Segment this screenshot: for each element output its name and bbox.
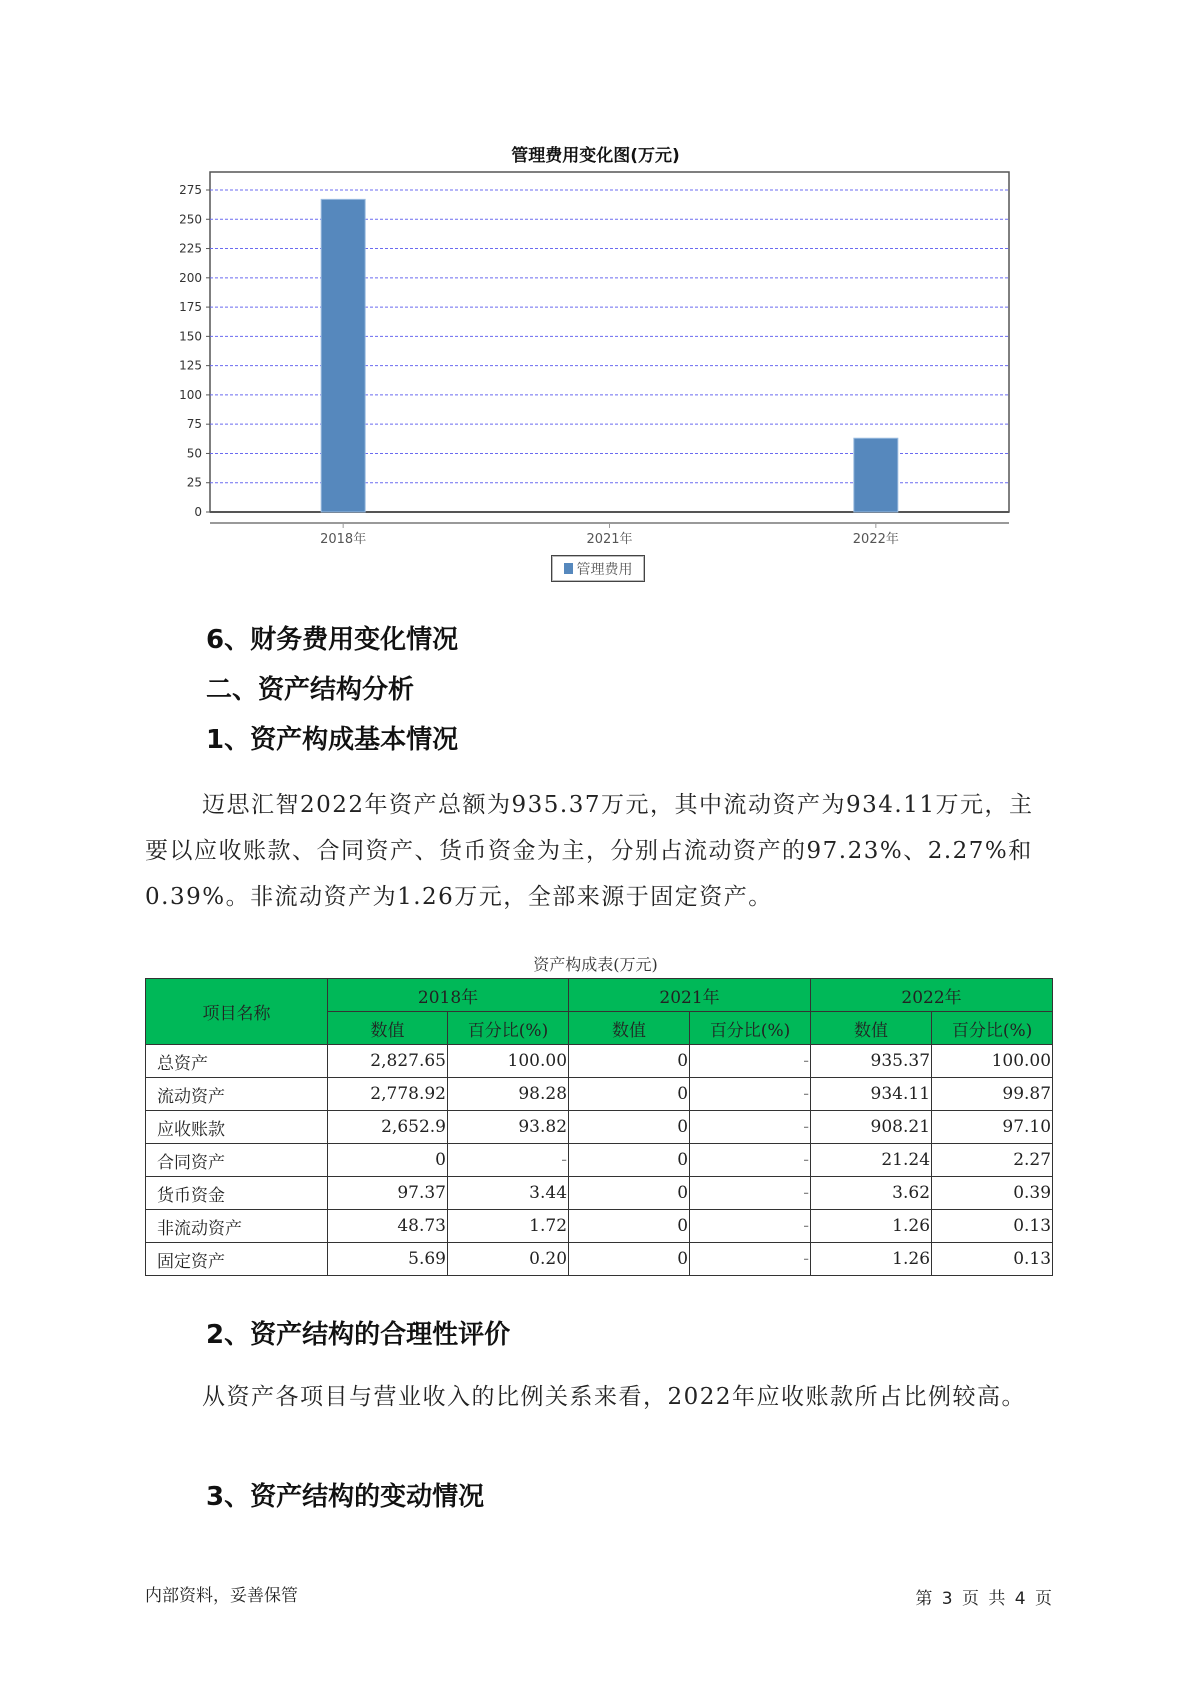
table-row xyxy=(146,1078,1053,1111)
paragraph-asset-summary: 迈思汇智2022年资产总额为935.37万元，其中流动资产为934.11万元，主要以应收账款、合同资产、货币资金为主，分别占流动资产的97.23%、2.27%和0.39%。非流动资产为1.26万元，全部来源于固定资产。 xyxy=(145,792,1034,910)
cell-value: 0 xyxy=(569,1144,690,1177)
cell-value: 0 xyxy=(569,1045,690,1078)
cell-value: 1.72 xyxy=(448,1210,569,1243)
cell-value: 935.37 xyxy=(811,1045,932,1078)
footer-page-number: 第 3 页 共 4 页 xyxy=(915,1589,1052,1609)
cell-value: 100.00 xyxy=(448,1045,569,1078)
bar-2018年 xyxy=(321,199,365,512)
cell-value: 934.11 xyxy=(811,1078,932,1111)
cell-value: 2.27 xyxy=(932,1144,1053,1177)
row-name: 应收账款 xyxy=(146,1111,328,1144)
header-percent: 百分比(%) xyxy=(932,1012,1053,1045)
cell-value: 0 xyxy=(569,1111,690,1144)
cell-value: 100.00 xyxy=(932,1045,1053,1078)
cell-value: - xyxy=(690,1177,811,1210)
y-tick-label: 250 xyxy=(179,212,202,227)
x-tick-label: 2021年 xyxy=(586,532,633,547)
table-row xyxy=(146,1144,1053,1177)
cell-value: 0.20 xyxy=(448,1243,569,1276)
row-name: 流动资产 xyxy=(146,1078,328,1111)
heading-financial-expense: 6、财务费用变化情况 xyxy=(206,625,459,655)
cell-value: 1.26 xyxy=(811,1210,932,1243)
cell-value: - xyxy=(690,1210,811,1243)
footer-confidential-note: 内部资料，妥善保管 xyxy=(145,1586,298,1606)
cell-value: 0 xyxy=(328,1144,448,1177)
cell-value: 1.26 xyxy=(811,1243,932,1276)
cell-value: 0 xyxy=(569,1078,690,1111)
y-tick-label: 100 xyxy=(179,387,202,402)
y-tick-label: 275 xyxy=(179,183,202,197)
table-caption: 资产构成表(万元) xyxy=(533,955,658,974)
y-tick-label: 175 xyxy=(179,300,202,315)
header-percent: 百分比(%) xyxy=(448,1012,569,1045)
x-tick-label: 2022年 xyxy=(852,532,899,547)
cell-value: 2,778.92 xyxy=(328,1078,448,1111)
table-row xyxy=(146,1210,1053,1243)
cell-value: 0.13 xyxy=(932,1243,1053,1276)
row-name: 固定资产 xyxy=(146,1243,328,1276)
heading-asset-composition: 1、资产构成基本情况 xyxy=(206,725,459,755)
table-row xyxy=(146,1111,1053,1144)
cell-value: 3.44 xyxy=(448,1177,569,1210)
y-tick-label: 125 xyxy=(179,358,202,373)
header-value: 数值 xyxy=(569,1012,690,1045)
cell-value: 2,827.65 xyxy=(328,1045,448,1078)
y-tick-label: 0 xyxy=(194,505,202,519)
y-tick-label: 225 xyxy=(179,241,202,256)
row-name: 总资产 xyxy=(146,1045,328,1078)
y-tick-label: 25 xyxy=(186,475,202,490)
management-expense-bar-chart xyxy=(0,0,1191,600)
cell-value: 21.24 xyxy=(811,1144,932,1177)
table-row xyxy=(146,1045,1053,1078)
y-tick-label: 150 xyxy=(179,329,202,344)
cell-value: 93.82 xyxy=(448,1111,569,1144)
y-tick-label: 200 xyxy=(179,270,202,285)
cell-value: 2,652.9 xyxy=(328,1111,448,1144)
y-tick-label: 75 xyxy=(186,417,202,432)
cell-value: - xyxy=(448,1144,569,1177)
header-percent: 百分比(%) xyxy=(690,1012,811,1045)
cell-value: - xyxy=(690,1111,811,1144)
cell-value: 98.28 xyxy=(448,1078,569,1111)
chart-legend xyxy=(551,555,645,582)
heading-structure-reasonableness: 2、资产结构的合理性评价 xyxy=(206,1320,511,1350)
header-year-2018: 2018年 xyxy=(328,979,569,1012)
header-value: 数值 xyxy=(328,1012,448,1045)
cell-value: 5.69 xyxy=(328,1243,448,1276)
header-year-2021: 2021年 xyxy=(569,979,811,1012)
cell-value: 0.39 xyxy=(932,1177,1053,1210)
cell-value: 0 xyxy=(569,1210,690,1243)
paragraph-reasonableness: 从资产各项目与营业收入的比例关系来看，2022年应收账款所占比例较高。 xyxy=(202,1384,1027,1410)
cell-value: 99.87 xyxy=(932,1078,1053,1111)
legend-swatch-management-expense xyxy=(564,563,573,574)
header-year-2022: 2022年 xyxy=(811,979,1053,1012)
cell-value: - xyxy=(690,1144,811,1177)
header-item-name: 项目名称 xyxy=(146,979,328,1045)
legend-label: 管理费用 xyxy=(576,561,633,578)
cell-value: 97.10 xyxy=(932,1111,1053,1144)
y-tick-label: 50 xyxy=(186,446,202,461)
heading-asset-structure-analysis: 二、资产结构分析 xyxy=(206,675,415,705)
table-row xyxy=(146,1243,1053,1276)
cell-value: 97.37 xyxy=(328,1177,448,1210)
cell-value: - xyxy=(690,1045,811,1078)
cell-value: 0 xyxy=(569,1177,690,1210)
header-value: 数值 xyxy=(811,1012,932,1045)
cell-value: 908.21 xyxy=(811,1111,932,1144)
cell-value: - xyxy=(690,1243,811,1276)
cell-value: 0.13 xyxy=(932,1210,1053,1243)
row-name: 非流动资产 xyxy=(146,1210,328,1243)
x-tick-label: 2018年 xyxy=(320,532,367,547)
row-name: 货币资金 xyxy=(146,1177,328,1210)
asset-composition-table xyxy=(145,978,1053,1276)
heading-structure-changes: 3、资产结构的变动情况 xyxy=(206,1482,485,1512)
bar-2022年 xyxy=(854,438,898,512)
cell-value: 0 xyxy=(569,1243,690,1276)
cell-value: 3.62 xyxy=(811,1177,932,1210)
table-row xyxy=(146,1177,1053,1210)
cell-value: 48.73 xyxy=(328,1210,448,1243)
cell-value: - xyxy=(690,1078,811,1111)
row-name: 合同资产 xyxy=(146,1144,328,1177)
chart-title: 管理费用变化图(万元) xyxy=(511,146,680,166)
